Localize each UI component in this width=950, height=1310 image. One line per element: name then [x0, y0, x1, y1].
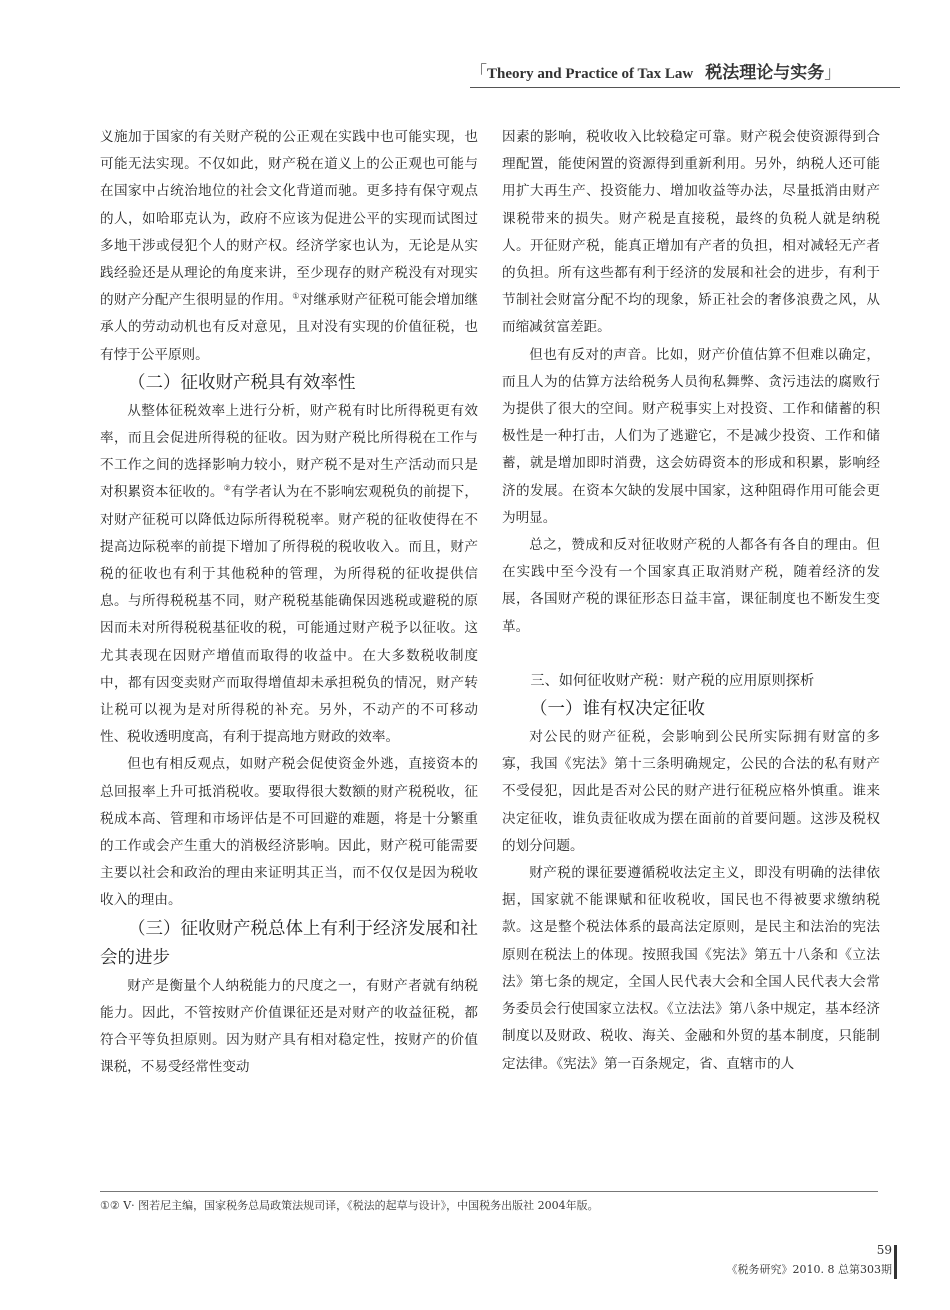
header-title-cn: 税法理论与实务	[705, 63, 825, 83]
paragraph: 从整体征税效率上进行分析，财产税有时比所得税更有效率，而且会促进所得税的征收。因为财产税比所得税在工作与不工作之间的选择影响力较小，财产税不是对生产活动而只是对积累资本征收的。②有学者认为在不影响宏观税负的前提下，对财产征税可以降低边际所得税税率。财产税的征收使得在不提高边际税率的前提下增加了所得税的税收收入。而且，财产税的征收也有利于其他税种的管理，为所得税的征收提供信息。与所得税税基不同，财产税税基能确保因逃税或避税的原因而未对所得税税基征收的税，可能通过财产税予以征收。这尤其表现在因财产增值而取得的收益中。在大多数税收制度中，都有因变卖财产而取得增值却未承担税负的情况，财产转让税可以视为是对所得税的补充。另外，不动产的不可移动性、税收透明度高，有利于提高地方财政的效率。	[100, 402, 478, 746]
footnote-divider	[100, 1191, 878, 1192]
section-heading: 三、如何征收财产税：财产税的应用原则探析	[530, 672, 815, 689]
journal-citation: 《税务研究》2010. 8 总第303期	[726, 1263, 892, 1276]
paragraph: 财产税的课征要遵循税收法定主义，即没有明确的法律依据，国家就不能课赋和征收税收，国民也不得被要求缴纳税款。这是整个税法体系的最高法定原则，是民主和法治的宪法原则在税法上的体现。按照我国《宪法》第五十八条和《立法法》第七条的规定，全国人民代表大会和全国人民代表大会常务委员会行使国家立法权。《立法法》第八条中规定，基本经济制度以及财政、税收、海关、金融和外贸的基本制度，只能制定法律。《宪法》第一百条规定，省、直辖市的人	[502, 865, 880, 1072]
page-number: 59	[876, 1243, 892, 1257]
section-gap	[502, 641, 880, 668]
journal-column-title	[470, 58, 841, 83]
footnote-marker: ①	[292, 291, 300, 301]
paragraph: 财产是衡量个人纳税能力的尺度之一，有财产者就有纳税能力。因此，不管按财产价值课征还是对财产的收益征税，都符合平等负担原则。因为财产具有相对稳定性，按财产的价值课税，不易受经常性变动	[100, 977, 478, 1076]
left-column	[100, 124, 478, 1082]
footnote-marker: ②	[223, 483, 231, 493]
paragraph: 因素的影响，税收收入比较稳定可靠。财产税会使资源得到合理配置，能使闲置的资源得到重新利用。另外，纳税人还可能用扩大再生产、投资能力、增加收益等办法，尽量抵消由财产课税带来的损失。财产税是直接税，最终的负税人就是纳税人。开征财产税，能真正增加有产者的负担，相对减轻无产者的负担。所有这些都有利于经济的发展和社会的进步，有利于节制社会财富分配不均的现象，矫正社会的奢侈浪费之风，从而缩减贫富差距。	[502, 129, 880, 336]
header-title-en: Theory and Practice of Tax Law	[487, 66, 694, 82]
header-bracket-left: 「	[470, 63, 487, 83]
right-column	[502, 124, 880, 1078]
header-bracket-right: 」	[824, 63, 842, 83]
paragraph: 对公民的财产征税，会影响到公民所实际拥有财富的多寡，我国《宪法》第十三条明确规定，公民的合法的私有财产不受侵犯，因此是否对公民的财产进行征税应格外慎重。谁来决定征收，谁负责征收成为摆在面前的首要问题。这涉及税权的划分问题。	[502, 729, 880, 854]
paragraph: 但也有相反观点，如财产税会促使资金外逃，直接资本的总回报率上升可抵消税收。要取得很大数额的财产税税收，征税成本高、管理和市场评估是不可回避的难题，将是十分繁重的工作或会产生重大的消极经济影响。因此，财产税可能需要主要以社会和政治的理由来证明其正当，而不仅仅是因为税收收入的理由。	[100, 756, 478, 909]
subheading: （二）征收财产税具有效率性	[128, 372, 356, 393]
subheading: （三）征收财产税总体上有利于经济发展和社会的进步	[100, 918, 478, 968]
paragraph: 总之，赞成和反对征收财产税的人都各有各自的理由。但在实践中至今没有一个国家真正取消财产税，随着经济的发展，各国财产税的课征形态日益丰富，课征制度也不断发生变革。	[502, 537, 880, 635]
paragraph: 义施加于国家的有关财产税的公正观在实践中也可能实现，也可能无法实现。不仅如此，财产税在道义上的公正观也可能与在国家中占统治地位的社会文化背道而驰。更多持有保守观点的人，如哈耶克认为，政府不应该为促进公平的实现而试图过多地干涉或侵犯个人的财产权。经济学家也认为，无论是从实践经验还是从理论的角度来讲，至少现存的财产税没有对现实的财产分配产生很明显的作用。①对继承财产征税可能会增加继承人的劳动动机也有反对意见，且对没有实现的价值征税，也有悖于公平原则。	[100, 129, 478, 363]
subheading: （一）谁有权决定征收	[530, 699, 705, 720]
footnote: ①② V· 图若尼主编，国家税务总局政策法规司译，《税法的起草与设计》，中国税务出版社 2004年版。	[100, 1199, 599, 1212]
paragraph: 但也有反对的声音。比如，财产价值估算不但难以确定，而且人为的估算方法给税务人员徇私舞弊、贪污违法的腐败行为提供了很大的空间。财产税事实上对投资、工作和储蓄的积极性是一种打击，人们为了逃避它，不是减少投资、工作和储蓄，就是增加即时消费，这会妨碍资本的形成和积累，影响经济的发展。在资本欠缺的发展中国家，这种阻碍作用可能会更为明显。	[502, 346, 880, 526]
header-divider	[470, 87, 900, 88]
running-header	[470, 58, 900, 98]
footer-bar	[894, 1245, 897, 1279]
